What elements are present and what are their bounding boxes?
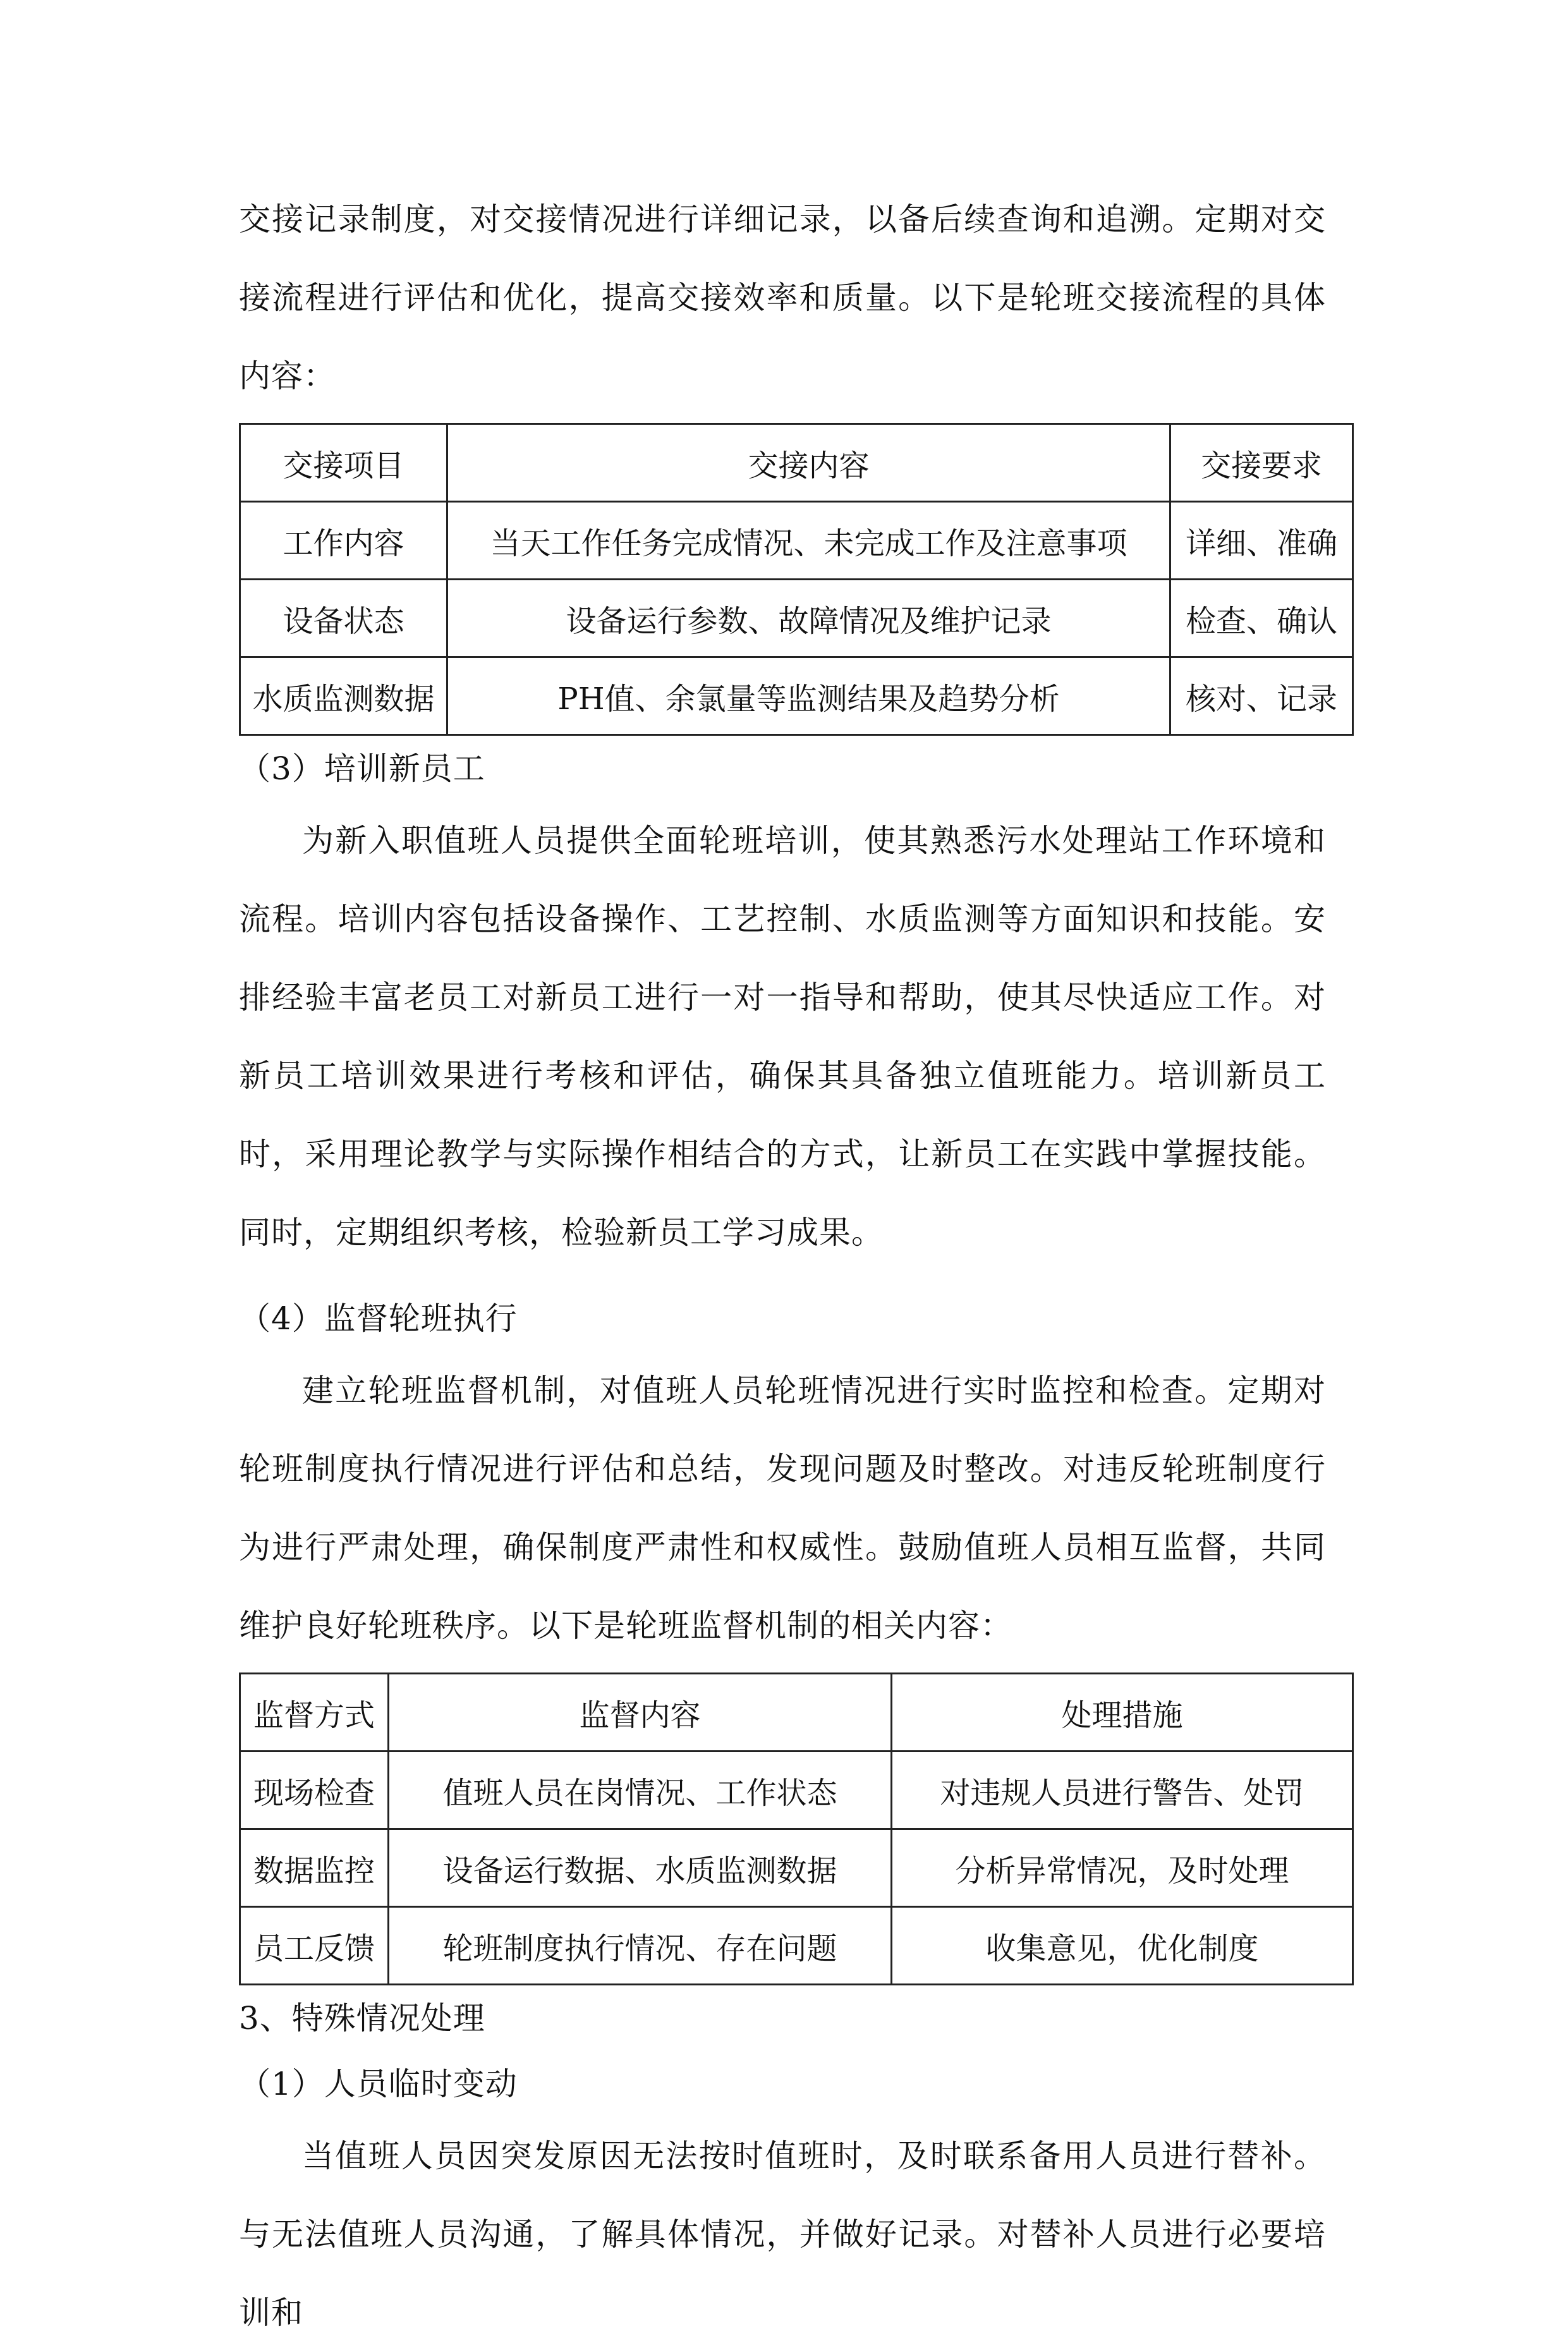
supervision-table — [239, 1673, 1354, 1985]
document-page — [239, 180, 1337, 2352]
table-row — [240, 1752, 1353, 1829]
special-subsection-heading: （1）人员临时变动 — [239, 2066, 518, 2102]
table-header-row — [240, 424, 1353, 502]
table-cell: 轮班制度执行情况、存在问题 — [389, 1907, 892, 1985]
table-cell: 值班人员在岗情况、工作状态 — [389, 1752, 892, 1829]
table-row — [240, 1829, 1353, 1907]
table-row — [240, 1907, 1353, 1985]
table-row — [240, 580, 1353, 657]
special-paragraph: 当值班人员因突发原因无法按时值班时，及时联系备用人员进行替补。与无法值班人员沟通，了解具体情况，并做好记录。对替补人员进行必要培训和 — [239, 2138, 1326, 2331]
table-cell: 设备运行数据、水质监测数据 — [389, 1829, 892, 1907]
section3-paragraph: 为新入职值班人员提供全面轮班培训，使其熟悉污水处理站工作环境和流程。培训内容包括设备操作、工艺控制、水质监测等方面知识和技能。安排经验丰富老员工对新员工进行一对一指导和帮助，使其尽快适应工作。对新员工培训效果进行考核和评估，确保其具备独立值班能力。培训新员工时，采用理论教学与实际操作相结合的方式，让新员工在实践中掌握技能。同时，定期组织考核，检验新员工学习成果。 — [239, 822, 1326, 1251]
handover-table — [239, 423, 1354, 736]
table-cell: 分析异常情况，及时处理 — [892, 1829, 1353, 1907]
table-cell: 数据监控 — [240, 1829, 389, 1907]
table-cell: 工作内容 — [240, 502, 447, 580]
table-header-cell: 交接要求 — [1170, 424, 1353, 502]
table-header-cell: 监督方式 — [240, 1674, 389, 1752]
table-cell: 员工反馈 — [240, 1907, 389, 1985]
table-header-cell: 交接内容 — [447, 424, 1170, 502]
table-header-cell: 监督内容 — [389, 1674, 892, 1752]
table-cell: 检查、确认 — [1170, 580, 1353, 657]
table-cell: 当天工作任务完成情况、未完成工作及注意事项 — [447, 502, 1170, 580]
table-cell: 设备状态 — [240, 580, 447, 657]
table-cell: 水质监测数据 — [240, 657, 447, 735]
table-row — [240, 502, 1353, 580]
table-cell: 核对、记录 — [1170, 657, 1353, 735]
table-cell: 现场检查 — [240, 1752, 389, 1829]
table-cell: 收集意见，优化制度 — [892, 1907, 1353, 1985]
table-row — [240, 657, 1353, 735]
section4-heading: （4）监督轮班执行 — [239, 1300, 518, 1337]
special-section-heading: 3、特殊情况处理 — [239, 2000, 485, 2037]
table-cell: PH值、余氯量等监测结果及趋势分析 — [447, 657, 1170, 735]
table-header-row — [240, 1674, 1353, 1752]
table-cell: 设备运行参数、故障情况及维护记录 — [447, 580, 1170, 657]
intro-paragraph: 交接记录制度，对交接情况进行详细记录，以备后续查询和追溯。定期对交接流程进行评估和优化，提高交接效率和质量。以下是轮班交接流程的具体内容： — [239, 201, 1326, 394]
table-header-cell: 处理措施 — [892, 1674, 1353, 1752]
section4-paragraph: 建立轮班监督机制，对值班人员轮班情况进行实时监控和检查。定期对轮班制度执行情况进行评估和总结，发现问题及时整改。对违反轮班制度行为进行严肃处理，确保制度严肃性和权威性。鼓励值班人员相互监督，共同维护良好轮班秩序。以下是轮班监督机制的相关内容： — [239, 1372, 1326, 1644]
table-cell: 对违规人员进行警告、处罚 — [892, 1752, 1353, 1829]
section3-heading: （3）培训新员工 — [239, 750, 485, 787]
table-cell: 详细、准确 — [1170, 502, 1353, 580]
table-header-cell: 交接项目 — [240, 424, 447, 502]
